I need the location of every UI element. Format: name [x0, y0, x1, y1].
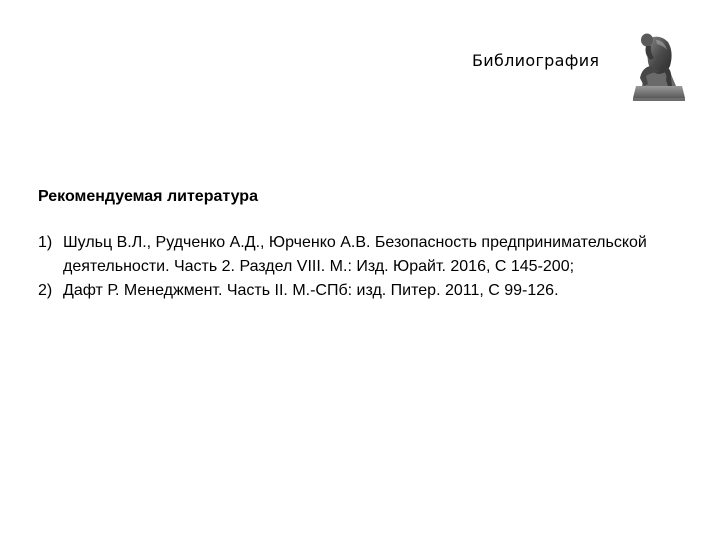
- slide-title: Библиография: [472, 51, 600, 70]
- reference-number: 2): [38, 282, 53, 299]
- section-heading: Рекомендуемая литература: [38, 188, 258, 205]
- reference-text: Дафт Р. Менеджмент. Часть II. М.-СПб: изд. Питер. 2011, С 99-126.: [63, 282, 559, 299]
- reference-number: 1): [38, 234, 53, 251]
- bibliography-content: [38, 188, 678, 303]
- list-item: [38, 231, 678, 279]
- thinker-statue-icon: [630, 26, 688, 102]
- reference-text: Шульц В.Л., Рудченко А.Д., Юрченко А.В. Безопасность предпринимательской деятельности. Часть 2. Раздел VIII. М.: Изд. Юрайт. 2016, С 145-200;: [63, 234, 647, 275]
- list-item: [38, 279, 678, 303]
- reference-list: [38, 231, 678, 303]
